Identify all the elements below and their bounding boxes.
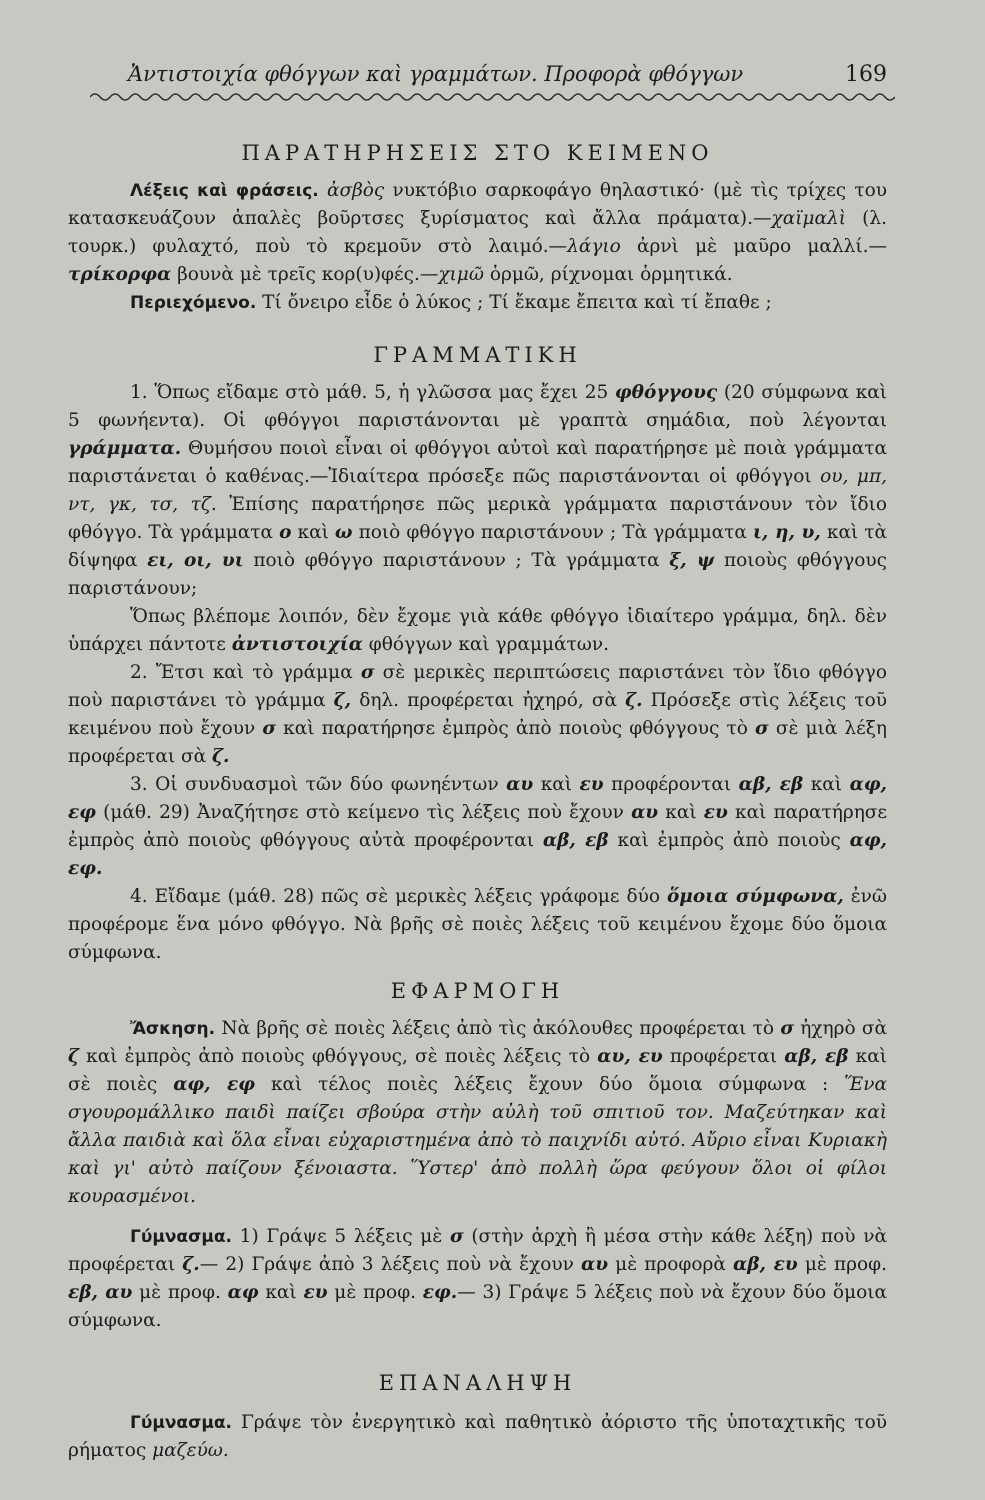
- notes-heading: ΠΑΡΑΤΗΡΗΣΕΙΣ ΣΤΟ ΚΕΙΜΕΝΟ: [241, 141, 714, 165]
- words-and-phrases: Λέξεις καὶ φράσεις. ἀσβὸς νυκτόβιο σαρκοφάγο θηλαστικό· (μὲ τὶς τρίχες του κατασκευάζουν ἁπαλὲς βοῦρτσες ξυρίσματος καὶ ἄλλα πράματα).—χαϊμαλὶ (λ. τουρκ.) φυλαχτό, ποὺ τὸ κρεμοῦν στὸ λαιμό.—λάγιο ἀρνὶ μὲ μαῦρο μαλλί.— τρίκορφα βουνὰ μὲ τρεῖς κορ(υ)φές.—χιμῶ ὁρμῶ, ρίχνομαι ὁρμητικά.: [68, 180, 887, 285]
- content-question: Περιεχόμενο. Τί ὄνειρο εἶδε ὁ λύκος ; Τί ἔκαμε ἔπειτα καὶ τί ἔπαθε ;: [130, 292, 772, 313]
- grammar-paragraph-2: 2. Ἔτσι καὶ τὸ γράμμα σ σὲ μερικὲς περιπτώσεις παριστάνει τὸν ἴδιο φθόγγο ποὺ παριστάνει τὸ γράμμα ζ, δηλ. προφέρεται ἠχηρό, σὰ ζ. Πρόσεξε στὶς λέξεις τοῦ κειμένου ποὺ ἔχουν σ καὶ παρατήρησε ἐμπρὸς ἀπὸ ποιοὺς φθόγγους τὸ σ σὲ μιὰ λέξη προφέρεται σὰ ζ.: [68, 662, 888, 767]
- revision-heading: ΕΠΑΝΑΛΗΨΗ: [378, 1371, 577, 1395]
- revision-paragraph: Γύμνασμα. Γράψε τὸν ἐνεργητικὸ καὶ παθητικὸ ἀόριστο τῆς ὑποταχτικῆς τοῦ ρήματος μαζεύω.: [68, 1412, 887, 1461]
- running-head: [68, 62, 887, 87]
- chapter-title: Ἀντιστοιχία φθόγγων καὶ γραμμάτων. Προφορὰ φθόγγων: [128, 62, 744, 86]
- grammar-paragraph-1b: Ὅπως βλέπομε λοιπόν, δὲν ἔχομε γιὰ κάθε φθόγγο ἰδιαίτερο γράμμα, δηλ. δὲν ὑπάρχει πάντοτε ἀντιστοιχία φθόγγων καὶ γραμμάτων.: [68, 606, 887, 655]
- wavy-rule: [90, 91, 895, 103]
- grammar-heading: ΓΡΑΜΜΑΤΙΚΗ: [373, 343, 582, 367]
- exercise-paragraph: Ἄσκηση. Νὰ βρῆς σὲ ποιὲς λέξεις ἀπὸ τὶς ἀκόλουθες προφέρεται τὸ σ ἠχηρὸ σὰ ζ καὶ ἐμπρὸς ἀπὸ ποιοὺς φθόγγους, σὲ ποιὲς λέξεις τὸ αυ, ευ προφέρεται αβ, εβ καὶ σὲ ποιὲς αφ, εφ καὶ τέλος ποιὲς λέξεις ἔχουν δύο ὅμοια σύμφωνα : Ἕνα σγουρομάλλικο παιδὶ παίζει σβούρα στὴν αὐλὴ τοῦ σπιτιοῦ τον. Μαζεύτηκαν καὶ ἄλλα παιδιὰ καὶ ὅλα εἶναι εὐχαριστημένα ἀπὸ τὸ παιχνίδι αὐτό. Αὔριο εἶναι Κυριακὴ καὶ γι' αὐτὸ παίζουν ξένοιαστα. Ὕστερ' ἀπὸ πολλὴ ὥρα φεύγουν ὅλοι οἱ φίλοι κουρασμένοι.: [68, 1018, 888, 1207]
- practice-paragraph: Γύμνασμα. 1) Γράψε 5 λέξεις μὲ σ (στὴν ἀρχὴ ἢ μέσα στὴν κάθε λέξη) ποὺ νὰ προφέρεται ζ.— 2) Γράψε ἀπὸ 3 λέξεις ποὺ νὰ ἔχουν αυ μὲ προφορὰ αβ, ευ μὲ προφ. εβ, αυ μὲ προφ. αφ καὶ ευ μὲ προφ. εφ.— 3) Γράψε 5 λέξεις ποὺ νὰ ἔχουν δύο ὅμοια σύμφωνα.: [68, 1226, 887, 1331]
- grammar-paragraph-4: 4. Εἴδαμε (μάθ. 28) πῶς σὲ μερικὲς λέξεις γράφομε δύο ὅμοια σύμφωνα, ἐνῶ προφέρομε ἕνα μόνο φθόγγο. Νὰ βρῆς σὲ ποιὲς λέξεις τοῦ κειμένου ἔχομε δύο ὅμοια σύμφωνα.: [68, 886, 888, 963]
- page-number: 169: [845, 62, 887, 87]
- grammar-paragraph-3: 3. Οἱ συνδυασμοὶ τῶν δύο φωνηέντων αυ καὶ ευ προφέρονται αβ, εβ καὶ αφ, εφ (μάθ. 29) Ἀναζήτησε στὸ κείμενο τὶς λέξεις ποὺ ἔχουν αυ καὶ ευ καὶ παρατήρησε ἐμπρὸς ἀπὸ ποιοὺς φθόγγους αὐτὰ προφέρονται αβ, εβ καὶ ἐμπρὸς ἀπὸ ποιοὺς αφ, εφ.: [68, 774, 887, 879]
- grammar-paragraph-1: 1. Ὅπως εἴδαμε στὸ μάθ. 5, ἡ γλῶσσα μας ἔχει 25 φθόγγους (20 σύμφωνα καὶ 5 φωνήεντα). Οἱ φθόγγοι παριστάνονται μὲ γραπτὰ σημάδια, ποὺ λέγονται γράμματα. Θυμήσου ποιοὶ εἶναι οἱ φθόγγοι αὐτοὶ καὶ παρατήρησε μὲ ποιὰ γράμματα παριστάνεται ὁ καθένας.—Ἰδιαίτερα πρόσεξε πῶς παριστάνονται οἱ φθόγγοι ου, μπ, ντ, γκ, τσ, τζ. Ἐπίσης παρατήρησε πῶς μερικὰ γράμματα παριστάνουν τὸν ἴδιο φθόγγο. Τὰ γράμματα ο καὶ ω ποιὸ φθόγγο παριστάνουν ; Τὰ γράμματα ι, η, υ, καὶ τὰ δίψηφα ει, οι, υι ποιὸ φθόγγο παριστάνουν ; Τὰ γράμματα ξ, ψ ποιοὺς φθόγγους παριστάνουν;: [68, 382, 888, 599]
- application-heading: ΕΦΑΡΜΟΓΗ: [390, 979, 565, 1003]
